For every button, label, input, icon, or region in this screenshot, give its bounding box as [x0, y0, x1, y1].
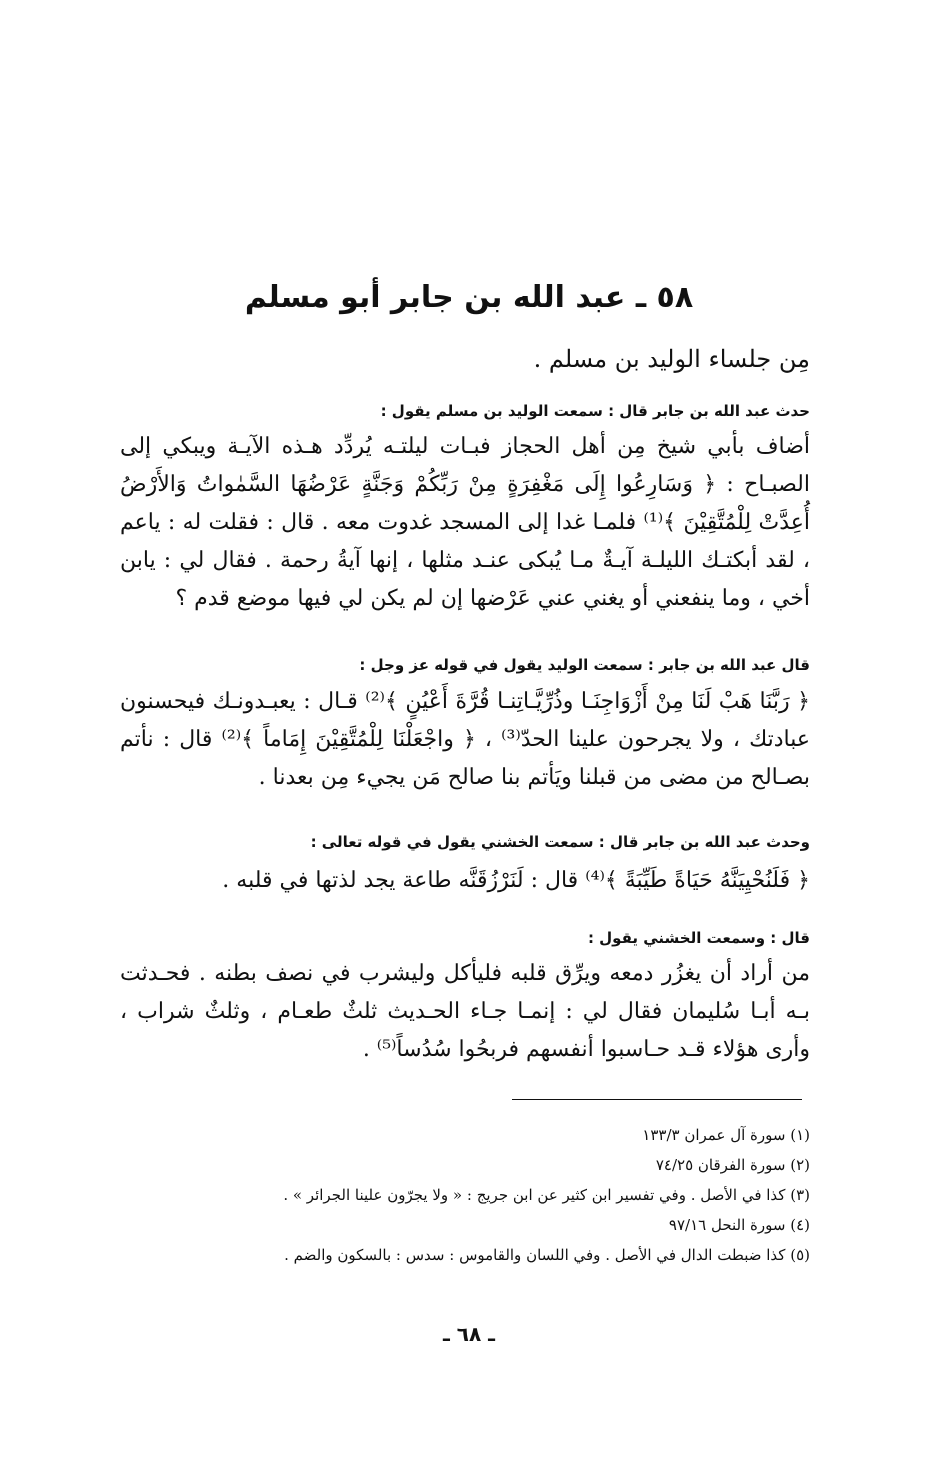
page-number: ـ ٦٨ ـ: [442, 1322, 496, 1346]
narration-paragraph: [120, 955, 810, 1069]
isnad-line: قال : وسمعت الخشني يقول :: [587, 929, 810, 947]
narration-paragraph: [120, 862, 810, 900]
paragraph-text: أضاف بأبي شيخ مِن أهل الحجاز فبـات ليلتـه يُردِّد هـذه الآيـة ويبكي إلى الصبـاح : ﴿ وَسَارِعُوا إِلَى مَغْفِرَةٍ مِنْ رَبِّكُمْ وَجَنَّةٍ عَرْضُهَا السَّمٰواتُ وَالأَرْضُ أُعِدَّتْ لِلْمُتَّقِيْنَ ﴾⁽¹⁾ فلمـا غدا إلى المسجد غدوت معه . قال : فقلت له : ياعم ، لقد أبكتـك الليلـة آيـةٌ مـا يُبكى عنـد مثلها ، إنها آيةُ رحمة . فقال لي : يابن أخي ، وما ينفعني أو يغني عني عَرْضها إن لم يكن لي فيها موضع قدم ؟: [120, 434, 811, 611]
chapter-intro: مِن جلساء الوليد بن مسلم .: [533, 345, 810, 373]
footnote: (١) سورة آل عمران ١٣٣/٣: [642, 1126, 810, 1144]
footnotes: [120, 1120, 810, 1270]
isnad-line: حدث عبد الله بن جابر قال : سمعت الوليد بن مسلم يقول :: [380, 402, 810, 420]
footnote-divider: [512, 1099, 802, 1100]
narration-paragraph: [120, 428, 810, 618]
chapter-title: ٥٨ ـ عبد الله بن جابر أبو مسلم: [244, 280, 694, 315]
footnote: (٥) كذا ضبطت الدال في الأصل . وفي اللسان والقاموس : سدس : بالسكون والضم .: [284, 1246, 810, 1264]
paragraph-text: ﴿ فَلَنُحْيِيَنَّهُ حَيَاةً طَيِّبَةً ﴾⁽⁴⁾ قال : لَنَرْزُقَنَّه طاعة يجد لذتها في قلبه .: [222, 868, 810, 893]
footnote: (٣) كذا في الأصل . وفي تفسير ابن كثير عن ابن جريج : « ولا يجرّون علينا الجرائر » .: [283, 1186, 810, 1204]
isnad-line: وحدث عبد الله بن جابر قال : سمعت الخشني يقول في قوله تعالى :: [310, 833, 810, 851]
isnad-line: قال عبد الله بن جابر : سمعت الوليد يقول في قوله عز وجل :: [359, 656, 810, 674]
paragraph-text: من أراد أن يغزُر دمعه ويرِّق قلبه فليأكل وليشرب في نصف بطنه . فحـدثت بـه أبـا سُليمان فقال لي : إنمـا جـاء الحـديث ثلثٌ طعـام ، وثلثٌ شراب ، وأرى هؤلاء قـد حـاسبوا أنفسهم فربحُوا سُدُساً⁽⁵⁾ .: [120, 961, 810, 1062]
paragraph-text: ﴿ رَبَّنَا هَبْ لَنَا مِنْ أَزْوَاجِنَـا وذُرِّيَّـاتِنـا قُرَّةَ أَعْيُنٍ ﴾⁽²⁾ قـال : يعبـدونـك فيحسنون عبادتك ، ولا يجرحون علينا الحدّ⁽³⁾ ، ﴿ واجْعَلْنَا لِلْمُتَّقِيْنَ إِمَاماً ﴾⁽²⁾ قال : نأتم بصـالح من مضى من قبلنا ويَأتم بنا صالح مَن يجيء مِن بعدنا .: [120, 689, 810, 790]
footnote: (٤) سورة النحل ٩٧/١٦: [668, 1216, 810, 1234]
footnote: (٢) سورة الفرقان ٧٤/٢٥: [655, 1156, 810, 1174]
narration-paragraph: [120, 683, 810, 797]
